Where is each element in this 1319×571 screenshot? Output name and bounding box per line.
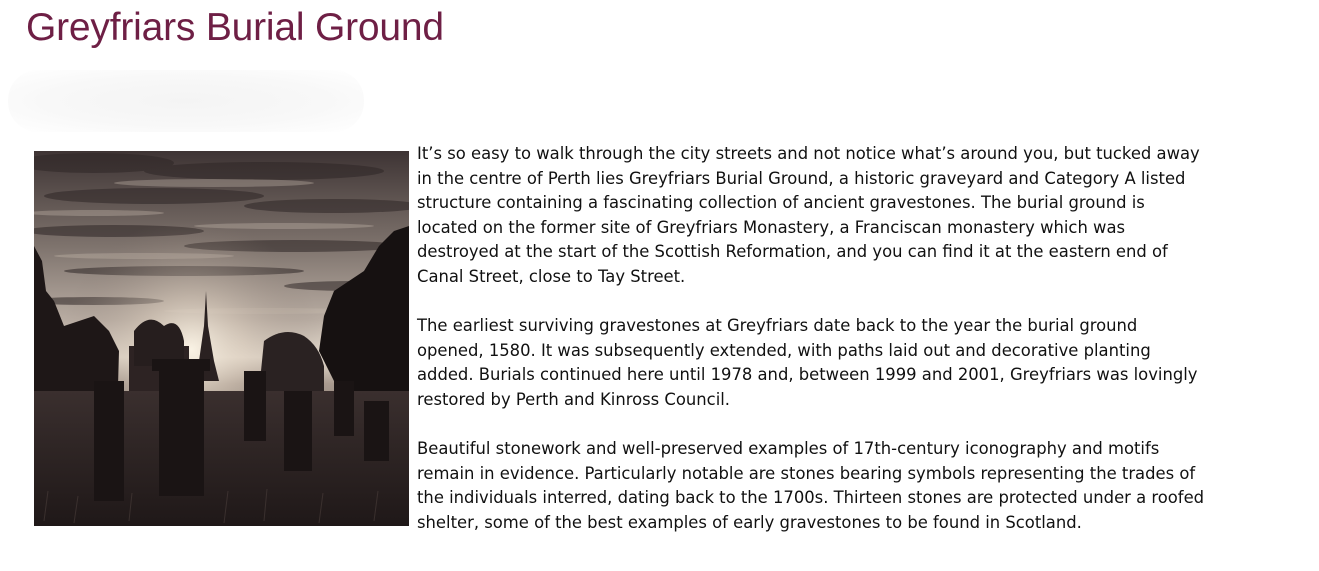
article-body (27, 142, 1207, 536)
page-title: Greyfriars Burial Ground (26, 6, 444, 49)
article-paragraph-1: It’s so easy to walk through the city streets and not notice what’s around you, but tucked away in the centre of Perth lies Greyfriars Burial Ground, a historic graveyard and Category A listed structure containing a fascinating collection of ancient gravestones. The burial ground is located on the former site of Greyfriars Monastery, a Franciscan monastery which was destroyed at the start of the Scottish Reformation, and you can find it at the eastern end of Canal Street, close to Tay Street. (417, 144, 1200, 286)
graveyard-photo (34, 151, 409, 526)
article-paragraph-2: The earliest surviving gravestones at Greyfriars date back to the year the burial ground opened, 1580. It was subsequently extended, with paths laid out and decorative planting added. Burials continued here until 1978 and, between 1999 and 2001, Greyfriars was lovingly restored by Perth and Kinross Council. (417, 316, 1198, 409)
faded-banner-image (8, 70, 364, 132)
article-paragraph-3: Beautiful stonework and well-preserved examples of 17th-century iconography and motifs remain in evidence. Particularly notable are stones bearing symbols representing the trades of the individuals interred, dating back to the 1700s. Thirteen stones are protected under a roofed shelter, some of the best examples of early gravestones to be found in Scotland. (417, 439, 1205, 532)
